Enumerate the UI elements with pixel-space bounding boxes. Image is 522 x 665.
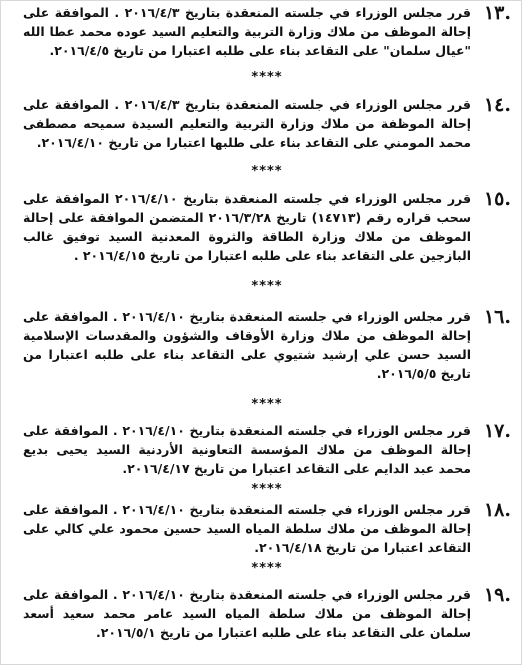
item-number: ١٦. xyxy=(483,306,511,328)
item-number: ١٣. xyxy=(483,2,511,24)
separator: **** xyxy=(251,164,283,179)
item-number: ١٤. xyxy=(483,94,511,116)
item-text: قرر مجلس الوزراء في جلسته المنعقدة بتاريخ ٢٠١٦/٤/٣ . الموافقة على إحالة الموظف من ملاك وزارة التربية والتعليم السيد عوده محمد عطا الله "عيال سلمان" على التقاعد بناء على طلبه اعتبارا من تاريخ ٢٠١٦/٤/٥. xyxy=(23,5,471,58)
item-number: ١٧. xyxy=(483,420,511,442)
separator: **** xyxy=(251,70,283,85)
decision-item-16 xyxy=(23,307,511,383)
item-number: ١٥. xyxy=(483,188,511,210)
decision-item-14 xyxy=(23,95,511,152)
item-text: قرر مجلس الوزراء في جلسته المنعقدة بتاريخ ٢٠١٦/٤/١٠ . الموافقة على إحالة الموظف من ملاك سلطة المياه السيد حسين محمود علي كالي على التقاعد اعتبارا من تاريخ ٢٠١٦/٤/١٨. xyxy=(23,502,471,555)
item-text: قرر مجلس الوزراء في جلسته المنعقدة بتاريخ ٢٠١٦/٤/١٠ . الموافقة على إحالة الموظف من ملاك المؤسسة التعاونية الأردنية السيد يحيى بديع محمد عبد الدايم على التقاعد اعتبارا من تاريخ ٢٠١٦/٤/١٧. xyxy=(23,423,471,476)
item-number: ١٨. xyxy=(483,499,511,521)
item-text: قرر مجلس الوزراء في جلسته المنعقدة بتاريخ ٢٠١٦/٤/٣ . الموافقة على إحالة الموظفة من ملاك وزارة التربية والتعليم السيدة سميحه مصطفى محمد المومني على التقاعد بناء على طلبها اعتبارا من تاريخ ٢٠١٦/٤/١٠. xyxy=(23,97,471,150)
separator: **** xyxy=(251,561,283,576)
decision-item-15 xyxy=(23,189,511,265)
separator: **** xyxy=(251,397,283,412)
decision-item-17 xyxy=(23,421,511,478)
decision-item-18 xyxy=(23,500,511,557)
item-text: قرر مجلس الوزراء في جلسته المنعقدة بتاريخ ٢٠١٦/٤/١٠ الموافقة على سحب قراره رقم (١٤٧١٣) تاريخ ٢٠١٦/٣/٢٨ المتضمن الموافقة على إحالة الموظف من ملاك وزارة الطاقة والثروة المعدنية السيد توفيق غالب البازجين على التقاعد بناء على طلبه اعتبارا من تاريخ ٢٠١٦/٤/١٥ . xyxy=(23,191,472,263)
decision-item-13 xyxy=(23,3,511,60)
separator: **** xyxy=(251,279,283,294)
item-text: قرر مجلس الوزراء في جلسته المنعقدة بتاريخ ٢٠١٦/٤/١٠ . الموافقة على إحالة الموظف من ملاك وزارة الأوقاف والشؤون والمقدسات الإسلامية السيد حسن علي إرشيد شتيوي على التقاعد بناء على طلبه اعتبارا من تاريخ ٢٠١٦/٥/٥. xyxy=(23,309,471,381)
item-text: قرر مجلس الوزراء في جلسته المنعقدة بتاريخ ٢٠١٦/٤/١٠ . الموافقة على إحالة الموظف من ملاك سلطة المياه السيد عامر محمد سعيد أسعد سلمان على التقاعد بناء على طلبه اعتبارا من تاريخ ٢٠١٦/٥/١. xyxy=(23,587,471,640)
item-number: ١٩. xyxy=(483,584,511,606)
decision-item-19 xyxy=(23,585,511,642)
separator: **** xyxy=(251,482,283,497)
